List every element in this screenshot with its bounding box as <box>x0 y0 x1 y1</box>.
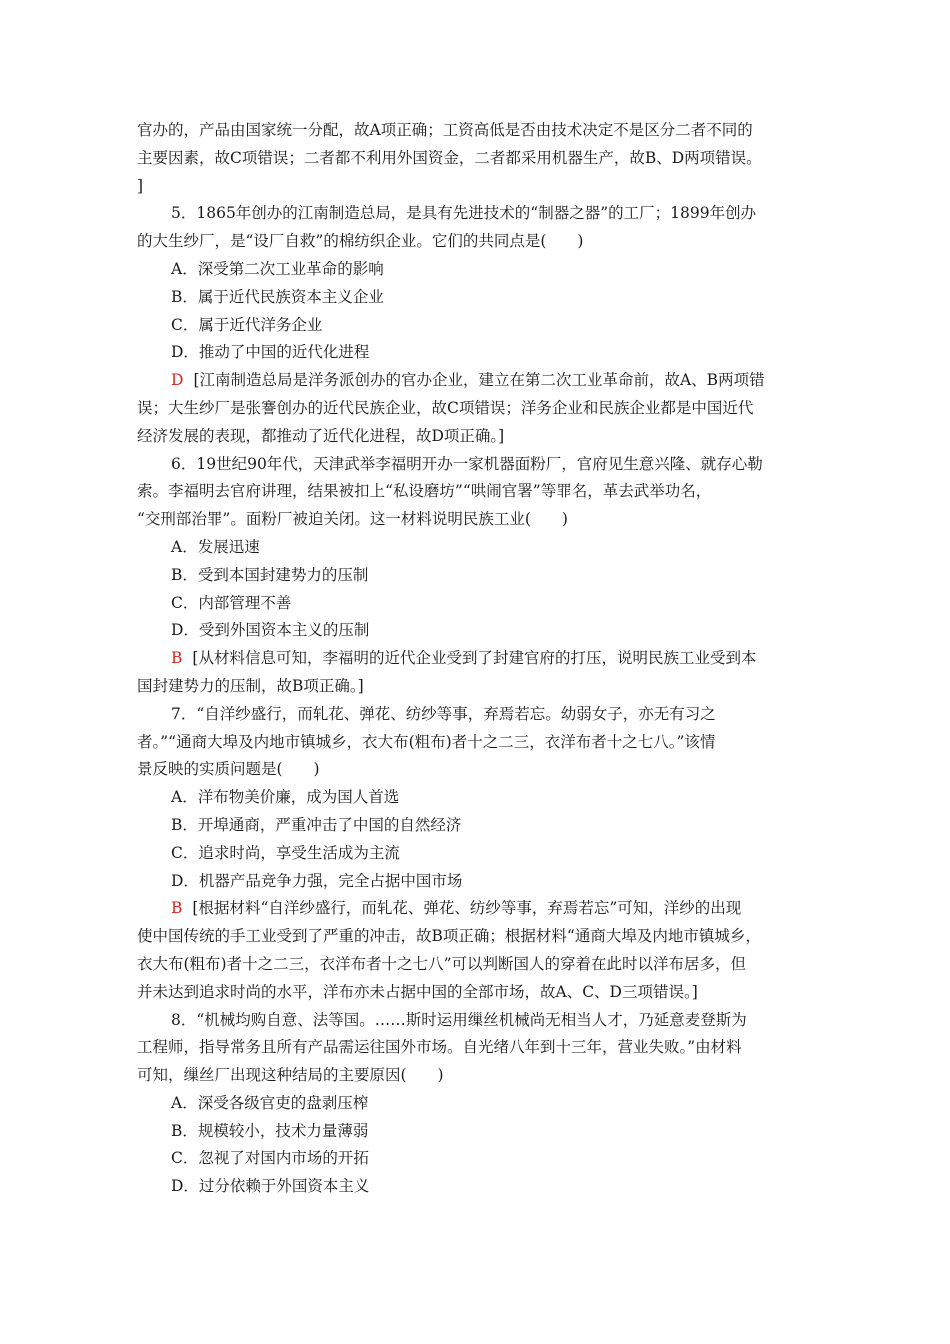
option-d: D．推动了中国的近代化进程 <box>171 343 370 362</box>
answer-text: 并未达到追求时尚的水平，洋布亦未占据中国的全部市场，故A、C、D三项错误。] <box>137 982 698 1001</box>
option-a: A．发展迅速 <box>171 537 260 556</box>
answer-letter: D <box>171 371 184 390</box>
question-stem: 7．“自洋纱盛行，而轧花、弹花、纺纱等事，弃焉若忘。幼弱女子，亦无有习之 <box>171 704 716 723</box>
answer-letter: B <box>171 899 183 918</box>
option-c: C．忽视了对国内市场的开拓 <box>171 1149 369 1168</box>
question-stem: 工程师，指导常务且所有产品需运往国外市场。自光绪八年到十三年，营业失败。”由材料 <box>137 1038 742 1057</box>
question-stem: “交刑部治罪”。面粉厂被迫关闭。这一材料说明民族工业( ) <box>137 510 568 529</box>
option-d: D．机器产品竞争力强，完全占据中国市场 <box>171 871 463 890</box>
option-c: C．追求时尚，享受生活成为主流 <box>171 843 400 862</box>
question-6 <box>137 451 830 701</box>
answer-line <box>137 645 830 673</box>
answer-text: 使中国传统的手工业受到了严重的冲击，故B项正确；根据材料“通商大埠及内地市镇城乡， <box>137 927 761 946</box>
option-b: B．开埠通商，严重冲击了中国的自然经济 <box>171 815 462 834</box>
answer-text: 误；大生纱厂是张謇创办的近代民族企业，故C项错误；洋务企业和民族企业都是中国近代 <box>137 398 754 417</box>
option-d: D．受到外国资本主义的压制 <box>171 621 370 640</box>
answer-line <box>137 367 830 395</box>
answer-text: [江南制造总局是洋务派创办的官办企业，建立在第二次工业革命前，故A、B两项错 <box>193 371 765 390</box>
option-a: A．深受各级官吏的盘剥压榨 <box>171 1093 369 1112</box>
answer-line <box>137 895 830 923</box>
option-c: C．内部管理不善 <box>171 593 292 612</box>
answer-text: 经济发展的表现，都推动了近代化进程，故D项正确。] <box>137 426 505 445</box>
answer-text: [从材料信息可知，李福明的近代企业受到了封建官府的打压，说明民族工业受到本 <box>192 649 757 668</box>
option-a: A．深受第二次工业革命的影响 <box>171 259 384 278</box>
question-7 <box>137 701 830 1007</box>
answer-text: 国封建势力的压制，故B项正确。] <box>137 676 364 695</box>
previous-answer <box>137 117 830 200</box>
text-line: 主要因素，故C项错误；二者都不利用外国资金，二者都采用机器生产，故B、D两项错误。 <box>137 148 762 167</box>
option-a: A．洋布物美价廉，成为国人首选 <box>171 788 400 807</box>
question-stem: 者。”“通商大埠及内地市镇城乡，衣大布(粗布)者十之二三，衣洋布者十之七八。”该情 <box>137 732 716 751</box>
option-d: D．过分依赖于外国资本主义 <box>171 1177 370 1196</box>
question-stem: 可知，缫丝厂出现这种结局的主要原因( ) <box>137 1066 444 1085</box>
question-stem: 景反映的实质问题是( ) <box>137 760 320 779</box>
text-line: 官办的，产品由国家统一分配，故A项正确；工资高低是否由技术决定不是区分二者不同的 <box>137 121 753 139</box>
option-b: B．受到本国封建势力的压制 <box>171 565 369 584</box>
question-5 <box>137 200 830 450</box>
question-stem: 5．1865年创办的江南制造总局，是具有先进技术的“制器之器”的工厂；1899年创办 <box>171 204 757 223</box>
option-c: C．属于近代洋务企业 <box>171 315 323 334</box>
answer-text: 衣大布(粗布)者十之二三，衣洋布者十之七八”可以判断国人的穿着在此时以洋布居多，但 <box>137 954 747 973</box>
question-stem: 8．“机械均购自意、法等国。……斯时运用缫丝机械尚无相当人才，乃延意麦登斯为 <box>171 1010 747 1029</box>
question-8 <box>137 1007 830 1202</box>
option-b: B．规模较小，技术力量薄弱 <box>171 1121 369 1140</box>
option-b: B．属于近代民族资本主义企业 <box>171 287 384 306</box>
question-stem: 的大生纱厂，是“设厂自救”的棉纺织企业。它们的共同点是( ) <box>137 232 584 251</box>
answer-letter: B <box>171 649 183 668</box>
question-stem: 6．19世纪90年代，天津武举李福明开办一家机器面粉厂，官府见生意兴隆、就存心勒 <box>171 454 763 473</box>
answer-text: [根据材料“自洋纱盛行，而轧花、弹花、纺纱等事，弃焉若忘”可知，洋纱的出现 <box>192 899 742 918</box>
text-line: ] <box>137 176 144 195</box>
question-stem: 索。李福明去官府讲理，结果被扣上“私设磨坊”“哄闹官署”等罪名，革去武举功名， <box>137 482 712 501</box>
